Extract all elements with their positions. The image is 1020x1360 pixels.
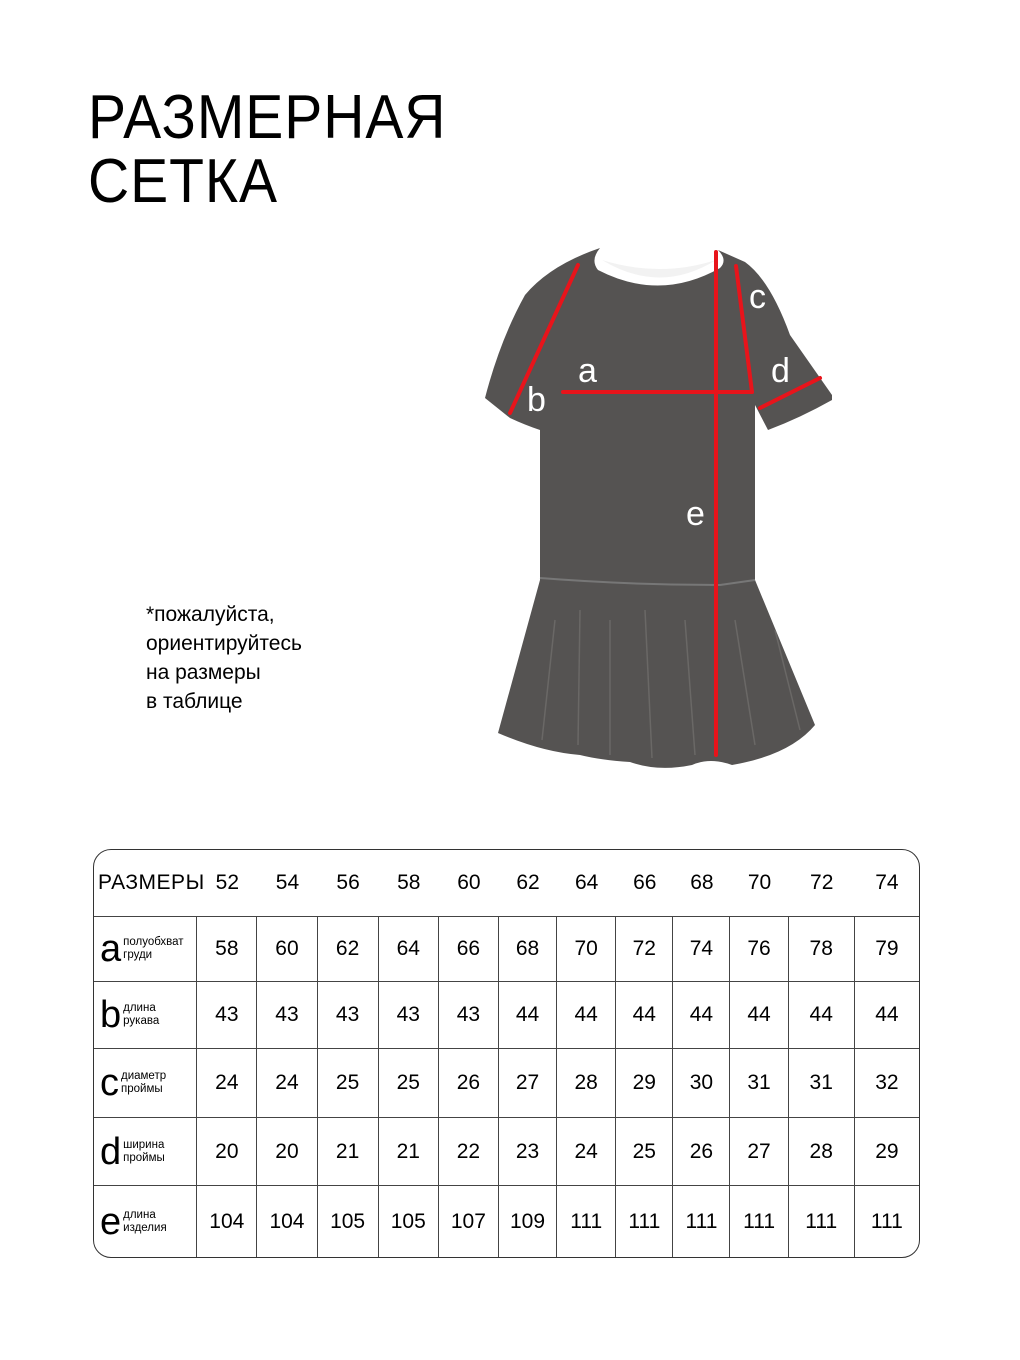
row-description [121, 1070, 166, 1096]
row-letter: c [100, 1062, 119, 1104]
size-header-cell: 64 [557, 850, 616, 917]
table-cell: 24 [257, 1049, 317, 1118]
size-header-cell: 56 [318, 850, 379, 917]
table-cell: 43 [197, 982, 257, 1049]
size-header-cell: 62 [499, 850, 557, 917]
label-c: c [749, 278, 766, 316]
size-header-cell: 66 [616, 850, 673, 917]
table-cell: 111 [616, 1186, 673, 1257]
row-description-line-1: ширина [123, 1138, 165, 1151]
table-cell: 43 [379, 982, 439, 1049]
table-cell: 29 [616, 1049, 673, 1118]
size-note-line: в таблице [146, 690, 243, 713]
table-cell: 23 [499, 1118, 557, 1186]
row-description [123, 1002, 159, 1028]
table-cell: 60 [257, 917, 317, 982]
table-cell: 31 [789, 1049, 855, 1118]
table-cell: 44 [855, 982, 919, 1049]
table-cell: 44 [616, 982, 673, 1049]
table-cell: 25 [379, 1049, 439, 1118]
label-b: b [527, 381, 546, 419]
size-header-cell: 54 [257, 850, 317, 917]
table-cell: 30 [673, 1049, 730, 1118]
row-description-line-1: диаметр [121, 1070, 167, 1082]
table-cell: 79 [855, 917, 919, 982]
table-cell: 107 [439, 1186, 499, 1257]
row-letter: e [100, 1200, 122, 1243]
table-cell: 43 [318, 982, 379, 1049]
size-note-line: ориентируйтесь [146, 632, 302, 655]
row-description [123, 1209, 167, 1235]
row-description [123, 936, 183, 962]
row-header [94, 1118, 197, 1186]
page-title-line-1: РАЗМЕРНАЯ [88, 83, 447, 152]
table-cell: 111 [673, 1186, 730, 1257]
table-cell: 43 [257, 982, 317, 1049]
dress-diagram [470, 180, 850, 780]
table-cell: 21 [318, 1118, 379, 1186]
row-letter: a [100, 928, 122, 970]
table-cell: 70 [557, 917, 616, 982]
row-description-line-2: рукава [123, 1015, 160, 1027]
table-cell: 43 [439, 982, 499, 1049]
size-note [146, 600, 302, 716]
table-cell: 62 [318, 917, 379, 982]
page-title [88, 83, 447, 216]
size-header-cell: 58 [379, 850, 439, 917]
table-cell: 27 [730, 1118, 788, 1186]
table-row [94, 1049, 919, 1118]
label-d: d [771, 352, 790, 390]
table-cell: 29 [855, 1118, 919, 1186]
table-cell: 28 [557, 1049, 616, 1118]
row-description-line-1: длина [123, 1208, 156, 1221]
label-e: e [686, 495, 705, 533]
row-description [123, 1139, 165, 1165]
table-cell: 26 [673, 1118, 730, 1186]
table-cell: 25 [318, 1049, 379, 1118]
row-header [94, 917, 197, 982]
table-cell: 76 [730, 917, 788, 982]
size-note-line: на размеры [146, 661, 261, 684]
label-a: a [578, 352, 597, 390]
table-cell: 72 [616, 917, 673, 982]
table-cell: 105 [318, 1186, 379, 1257]
table-cell: 25 [616, 1118, 673, 1186]
table-cell: 22 [439, 1118, 499, 1186]
table-cell: 24 [197, 1049, 257, 1118]
row-description-line-1: полуобхват [123, 936, 184, 948]
page-title-line-2: СЕТКА [88, 147, 278, 216]
row-description-line-2: груди [123, 949, 153, 961]
table-cell: 109 [499, 1186, 557, 1257]
table-cell: 78 [789, 917, 855, 982]
row-header [94, 1186, 197, 1257]
size-header-row [94, 850, 919, 917]
table-cell: 68 [499, 917, 557, 982]
table-cell: 28 [789, 1118, 855, 1186]
row-description-line-1: длина [123, 1002, 156, 1014]
table-cell: 31 [730, 1049, 788, 1118]
sizes-header-label: РАЗМЕРЫ [94, 850, 197, 917]
table-row [94, 982, 919, 1049]
table-cell: 111 [557, 1186, 616, 1257]
table-cell: 64 [379, 917, 439, 982]
table-cell: 105 [379, 1186, 439, 1257]
size-header-cell: 68 [673, 850, 730, 917]
table-cell: 20 [197, 1118, 257, 1186]
size-header-cell: 74 [855, 850, 919, 917]
table-row [94, 1118, 919, 1186]
table-cell: 24 [557, 1118, 616, 1186]
size-header-cell: 70 [730, 850, 788, 917]
size-header-cell: 52 [197, 850, 257, 917]
table-cell: 74 [673, 917, 730, 982]
table-row [94, 1186, 919, 1257]
row-letter: d [100, 1130, 122, 1173]
table-cell: 104 [257, 1186, 317, 1257]
row-description-line-2: проймы [121, 1083, 163, 1095]
dress-silhouette [485, 248, 832, 768]
table-row [94, 917, 919, 982]
table-cell: 111 [789, 1186, 855, 1257]
table-cell: 27 [499, 1049, 557, 1118]
table-cell: 104 [197, 1186, 257, 1257]
table-cell: 44 [789, 982, 855, 1049]
size-header-cell: 72 [789, 850, 855, 917]
table-cell: 20 [257, 1118, 317, 1186]
size-table [93, 849, 920, 1258]
table-cell: 44 [557, 982, 616, 1049]
table-cell: 44 [499, 982, 557, 1049]
dress-neckline [602, 260, 716, 278]
row-header [94, 1049, 197, 1118]
size-header-cell: 60 [439, 850, 499, 917]
table-cell: 66 [439, 917, 499, 982]
row-description-line-2: изделия [123, 1221, 167, 1234]
table-cell: 26 [439, 1049, 499, 1118]
row-header [94, 982, 197, 1049]
size-note-line: *пожалуйста, [146, 603, 275, 626]
table-cell: 111 [730, 1186, 788, 1257]
table-cell: 111 [870, 1209, 903, 1233]
row-description-line-2: проймы [123, 1151, 165, 1164]
table-cell: 44 [730, 982, 788, 1049]
row-letter: b [100, 994, 122, 1036]
table-cell: 58 [197, 917, 257, 982]
table-cell: 32 [855, 1049, 919, 1118]
table-cell: 21 [379, 1118, 439, 1186]
table-cell: 44 [673, 982, 730, 1049]
